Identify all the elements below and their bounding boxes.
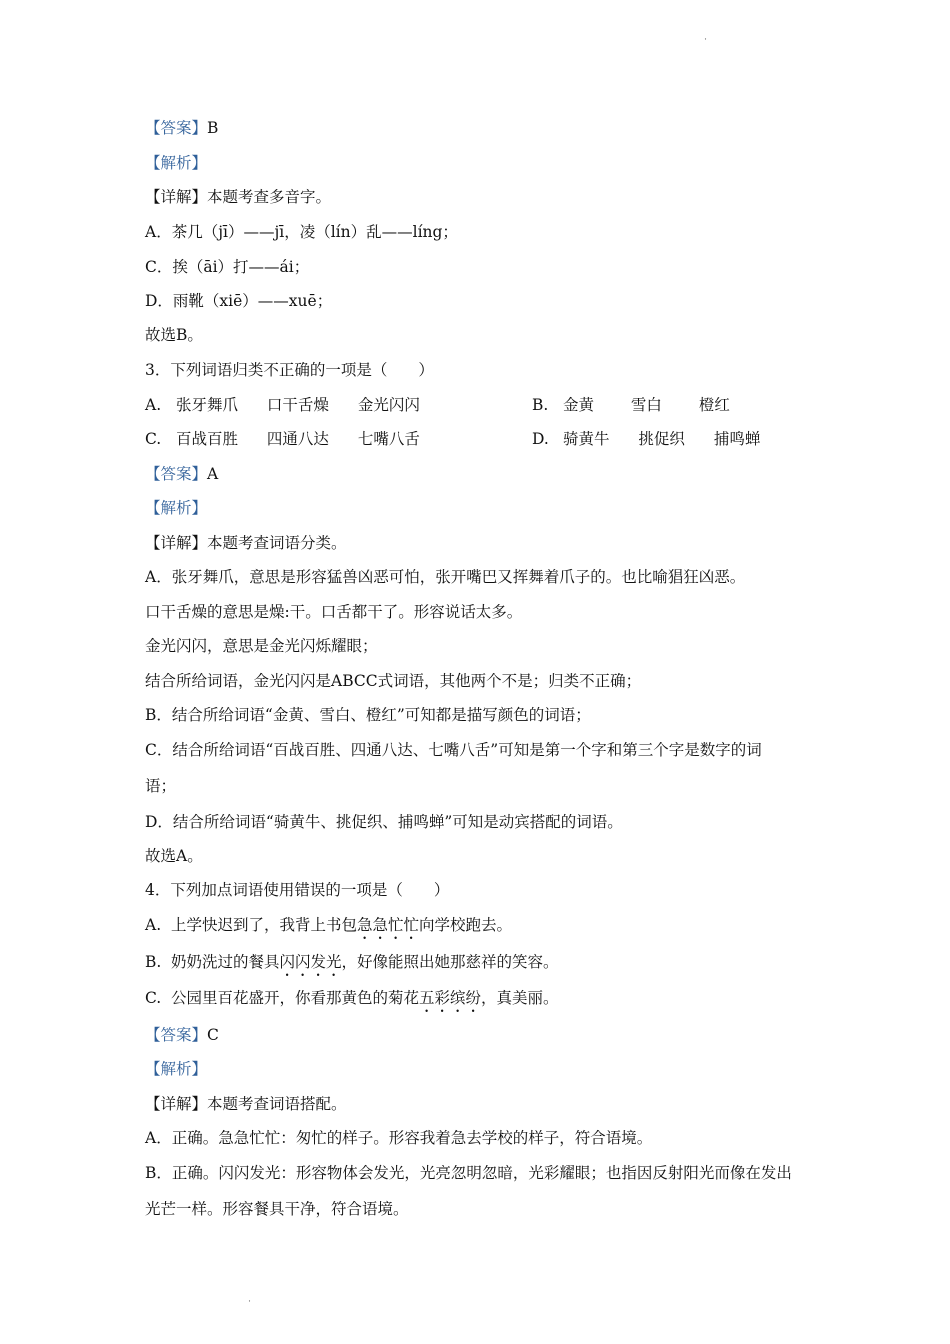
option-word: 捕鸣蝉	[713, 430, 761, 448]
dotted-phrase: 闪闪发光	[279, 953, 342, 971]
option-label: B.	[532, 396, 549, 414]
option-label: A.	[145, 916, 162, 934]
option-word: 橙红	[698, 396, 730, 414]
detail-line: 【详解】本题考查词语搭配。	[145, 1095, 347, 1113]
analysis-tag: 【解析】	[145, 499, 208, 517]
option-label: C.	[145, 989, 162, 1007]
option-d	[532, 429, 784, 449]
answer-line: 【答案】A	[145, 465, 219, 483]
answer-line: 【答案】B	[145, 119, 219, 137]
option-label: C.	[145, 430, 162, 448]
option-word: 七嘴八舌	[357, 430, 420, 448]
conclusion-line: 故选A。	[145, 847, 203, 865]
explanation-line: 金光闪闪，意思是金光闪烁耀眼；	[145, 637, 378, 655]
footer-mark: ˙	[247, 1300, 252, 1311]
option-c	[145, 429, 444, 449]
option-a: A. 上学快迟到了，我背上书包急急忙忙向学校跑去。	[145, 916, 513, 934]
option-word: 雪白	[630, 396, 662, 414]
option-b	[532, 395, 762, 415]
option-word: 百战百胜	[175, 430, 238, 448]
detail-line: 【详解】本题考查多音字。	[145, 188, 332, 206]
explanation-line: 语；	[145, 777, 177, 795]
option-word: 张牙舞爪	[175, 396, 238, 414]
question-stem: 3．下列词语归类不正确的一项是（ ）	[145, 361, 434, 379]
explanation-line: A．张牙舞爪，意思是形容猛兽凶恶可怕，张开嘴巴又挥舞着爪子的。也比喻猖狂凶恶。	[145, 568, 746, 586]
explanation-line: 结合所给词语，金光闪闪是ABCC式词语，其他两个不是；归类不正确；	[145, 672, 642, 690]
explanation-line: 光芒一样。形容餐具干净，符合语境。	[145, 1200, 409, 1218]
detail-line: 【详解】本题考查词语分类。	[145, 534, 347, 552]
option-word: 四通八达	[266, 430, 329, 448]
explanation-line: A．茶几（jī）——jī，凌（lín）乱——líng；	[145, 223, 458, 241]
option-label: D.	[532, 430, 549, 448]
option-word: 骑黄牛	[562, 430, 610, 448]
option-word: 金光闪闪	[357, 396, 420, 414]
option-word: 挑促织	[638, 430, 685, 448]
explanation-line: A．正确。急急忙忙：匆忙的样子。形容我着急去学校的样子，符合语境。	[145, 1129, 653, 1147]
explanation-line: C．挨（āi）打——ái；	[145, 258, 310, 276]
option-label: B.	[145, 953, 162, 971]
option-c: C. 公园里百花盛开，你看那黄色的菊花五彩缤纷，真美丽。	[145, 989, 559, 1007]
option-word: 金黄	[562, 396, 594, 414]
answer-line: 【答案】C	[145, 1026, 219, 1044]
explanation-line: 口干舌燥的意思是燥:干。口舌都干了。形容说话太多。	[145, 603, 523, 621]
explanation-line: D．雨靴（xiē）——xuē；	[145, 292, 333, 310]
header-mark: ˙	[703, 38, 708, 49]
dotted-phrase: 急急忙忙	[357, 916, 420, 934]
explanation-line: B．正确。闪闪发光：形容物体会发光，光亮忽明忽暗，光彩耀眼；也指因反射阳光而像在发出	[145, 1164, 792, 1182]
analysis-tag: 【解析】	[145, 154, 208, 172]
question-stem: 4．下列加点词语使用错误的一项是（ ）	[145, 881, 450, 899]
option-a	[145, 395, 444, 415]
dotted-phrase: 五彩缤纷	[419, 989, 482, 1007]
explanation-line: B．结合所给词语“金黄、雪白、橙红”可知都是描写颜色的词语；	[145, 706, 591, 724]
analysis-tag: 【解析】	[145, 1060, 208, 1078]
explanation-line: D．结合所给词语“骑黄牛、挑促织、捕鸣蝉”可知是动宾搭配的词语。	[145, 813, 623, 831]
option-label: A.	[145, 396, 162, 414]
option-word: 口干舌燥	[266, 396, 329, 414]
conclusion-line: 故选B。	[145, 326, 203, 344]
explanation-line: C．结合所给词语“百战百胜、四通八达、七嘴八舌”可知是第一个字和第三个字是数字的词	[145, 741, 762, 759]
option-b: B. 奶奶洗过的餐具闪闪发光，好像能照出她那慈祥的笑容。	[145, 953, 559, 971]
